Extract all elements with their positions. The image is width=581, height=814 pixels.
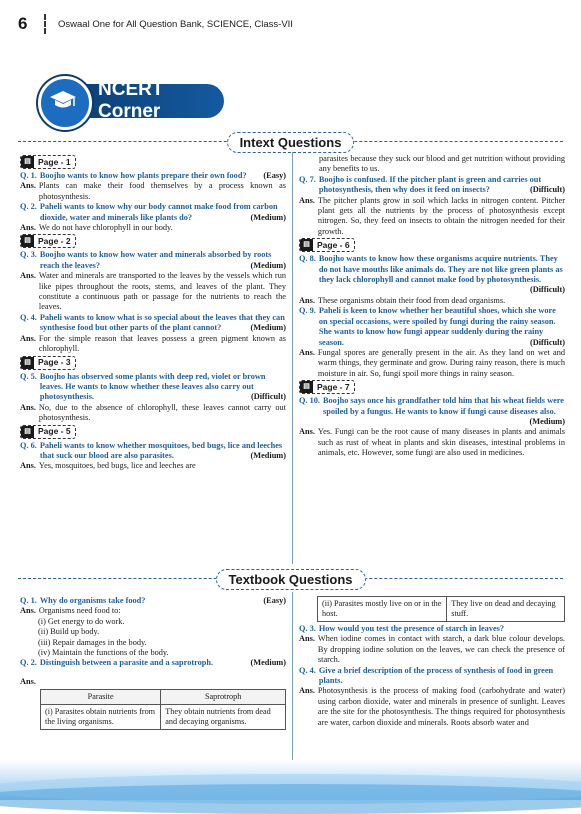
question [20, 250, 286, 271]
difficulty-mark: (Difficult) [529, 337, 565, 347]
page-label: Page - 5 [38, 426, 71, 437]
question-text: Boojho says once his grandfather told him that his wheat fields were spoiled by a fungus. He wants to know if fungi cause diseases also. [322, 396, 564, 416]
question-text: Paheli wants to know why our body cannot make food from carbon dioxide, water and minerals like plants do? [39, 202, 278, 222]
answer-label: Ans. [20, 333, 36, 343]
question [299, 666, 565, 687]
answer [20, 606, 286, 616]
question-number: Q. 6. [20, 440, 37, 450]
question [20, 658, 286, 668]
table-header: Parasite [41, 690, 161, 705]
textbook-heading: Textbook Questions [216, 569, 366, 590]
answer-label: Ans. [299, 634, 315, 644]
answer [20, 334, 286, 355]
answer-label: Ans. [20, 271, 36, 281]
difficulty-mark: (Easy) [263, 171, 286, 180]
answer [20, 271, 286, 313]
page-label: Page - 6 [317, 240, 350, 251]
table-header-row [41, 690, 286, 705]
question [299, 175, 565, 196]
answer [299, 686, 565, 728]
question-text: Boojho wants to know how plants prepare their own food? [39, 171, 247, 180]
page-label: Page - 7 [317, 381, 350, 392]
answer-text: Photosynthesis is the process of making food (carbohydrate and water) using carbon dioxide, water and minerals in presence of sunlight. Leaves are the site for the photosynthesis. The things required for photosynthesis are water, carbon dioxide and minerals. Roots absorb water and [317, 686, 565, 727]
header-divider [44, 14, 48, 34]
answer-text: Yes, mosquitoes, bed bugs, lice and leeches are [38, 461, 196, 471]
difficulty-mark: (Difficult) [529, 285, 565, 295]
question [299, 254, 565, 296]
question-number: Q. 1. [20, 171, 37, 180]
answer-text: The pitcher plants grow in soil which lacks in nitrogen content. Pitcher plant gets all the nutrients by the process of photosynthesis except nitrogen. So, they feed on insects to obtain the nitrogen needed for their growth. [317, 195, 565, 236]
question-number: Q. 9. [299, 306, 316, 316]
answer [20, 181, 286, 202]
textbook-right-column [299, 596, 565, 728]
intext-heading: Intext Questions [227, 132, 355, 153]
question [299, 306, 565, 348]
question-number: Q. 4. [20, 312, 37, 322]
column-divider-2 [292, 592, 293, 764]
answer-text: These organisms obtain their food from dead organisms. [317, 295, 506, 305]
question-text: Give a brief description of the process of synthesis of food in green plants. [318, 665, 554, 686]
question [20, 372, 286, 403]
page-reference-chip [299, 238, 355, 252]
table-row [41, 705, 286, 730]
page-number: 6 [18, 14, 28, 33]
answer-text: When iodine comes in contact with starch, a dark blue colour develops. By dropping iodine solution on the leaves, we can check the presence of starch. [317, 634, 565, 665]
table-cell: (i) Parasites obtain nutrients from the living organisms. [41, 705, 161, 730]
answer-label: Ans. [20, 606, 36, 616]
book-icon: ▤ [21, 426, 34, 438]
question [20, 441, 286, 462]
page-reference-chip [20, 425, 76, 439]
answer [299, 196, 565, 238]
page-label: Page - 2 [38, 236, 71, 247]
page-label: Page - 3 [38, 357, 71, 368]
answer-label: Ans. [20, 676, 36, 686]
question [20, 313, 286, 334]
book-icon: ▤ [21, 156, 34, 168]
difficulty-mark: (Medium) [529, 416, 565, 426]
difficulty-mark: (Medium) [250, 260, 286, 270]
answer-text: For the simple reason that leaves possess a green pigment known as chlorophyll. [38, 333, 286, 354]
question-number: Q. 2. [20, 658, 37, 668]
answer-text: We do not have chlorophyll in our body. [38, 223, 173, 233]
table-cell: (ii) Parasites mostly live on or in the host. [318, 597, 447, 622]
question [299, 396, 565, 427]
wave-shape [0, 784, 581, 814]
difficulty-mark: (Easy) [263, 596, 286, 605]
answer [299, 427, 565, 458]
difficulty-mark: (Difficult) [250, 392, 286, 402]
book-icon: ▤ [300, 239, 313, 251]
answer-label: Ans. [299, 195, 315, 205]
answer-text: No, due to the absence of chlorophyll, these leaves cannot carry out photosynthesis. [38, 402, 286, 423]
book-icon: ▤ [300, 381, 313, 393]
question-number: Q. 8. [299, 254, 316, 264]
graduation-cap-icon [38, 76, 92, 130]
question [20, 171, 286, 181]
table-header: Saprotroph [161, 690, 286, 705]
difficulty-mark: (Medium) [250, 323, 286, 333]
book-icon: ▤ [21, 235, 34, 247]
answer-label: Ans. [299, 427, 315, 437]
question-text: How would you test the presence of starch in leaves? [318, 624, 505, 633]
answer-label: Ans. [20, 181, 36, 191]
question-number: Q. 10. [299, 396, 320, 406]
page-reference-chip [299, 380, 355, 394]
list-item: (iii) Repair damages in the body. [38, 637, 147, 647]
answer-continued [299, 154, 565, 175]
answer [299, 348, 565, 379]
answer-text: Organisms need food to: [38, 606, 121, 616]
difficulty-mark: (Medium) [250, 450, 286, 460]
question-text: Boojho wants to know how water and minerals absorbed by roots reach the leaves? [39, 250, 272, 270]
page-reference-chip [20, 234, 76, 248]
page-header [18, 12, 293, 36]
difficulty-mark: (Medium) [250, 212, 286, 222]
textbook-left-column [20, 596, 286, 732]
question-number: Q. 2. [20, 202, 37, 212]
question [20, 202, 286, 223]
question-number: Q. 3. [20, 250, 37, 260]
table-row [318, 597, 565, 622]
answer [299, 634, 565, 665]
list-item: (iv) Maintain the functions of the body. [38, 648, 169, 658]
decorative-wave-footer [0, 760, 581, 800]
question-text: Distinguish between a parasite and a saprotroph. [39, 658, 214, 668]
answer [20, 677, 286, 687]
question-number: Q. 5. [20, 371, 37, 381]
table-cell: They obtain nutrients from dead and decaying organisms. [161, 705, 286, 730]
question-text: Boojho wants to know how these organisms acquire nutrients. They do not have mouths like animals do. They are not like green plants as they lack chlorophyll and cannot make food by photosynthesis. [318, 254, 563, 285]
answer-label: Ans. [299, 686, 315, 696]
answer-text: Plants can make their food themselves by a process known as photosynthesis. [38, 181, 286, 201]
difficulty-mark: (Difficult) [529, 185, 565, 195]
answer [20, 461, 286, 471]
answer-text: Fungal spores are generally present in the air. As they land on wet and warm things, they germinate and grow. During rainy reason, there is much moisture in air. So, fungi spoil more things in rainy season. [317, 347, 565, 378]
page-reference-chip [20, 356, 76, 370]
list-item: (i) Get energy to do work. [38, 616, 125, 626]
answer [20, 403, 286, 424]
comparison-table-continued [317, 596, 565, 622]
question-text: Paheli is keen to know whether her beautiful shoes, which she wore on special occasions, were spoiled by fungi during the rainy season. She wants to know how fungi appear suddenly during the rainy season. [318, 306, 556, 347]
column-divider [292, 152, 293, 564]
answer-label: Ans. [20, 223, 36, 233]
ncert-corner-banner [52, 79, 224, 122]
question-number: Q. 7. [299, 174, 316, 184]
difficulty-mark: (Medium) [250, 658, 286, 668]
answer-text: Water and minerals are transported to the leaves by the vessels which run like pipes throughout the roots, stems, and leaves of the plant. They constitute a continuous path or passage for the nutrients to reach the leaves. [38, 271, 286, 312]
question [20, 596, 286, 606]
page-reference-chip [20, 155, 76, 169]
answer [20, 223, 286, 233]
book-icon: ▤ [21, 357, 34, 369]
question-number: Q. 4. [299, 665, 316, 675]
list-item: (ii) Build up body. [38, 627, 100, 637]
comparison-table [40, 689, 286, 730]
question [299, 624, 565, 634]
question-text: Paheli wants to know whether mosquitoes, bed bugs, lice and leeches that suck our blood are also parasites. [39, 440, 283, 460]
answer-label: Ans. [20, 402, 36, 412]
point-list [20, 617, 286, 659]
question-text: Boojho has observed some plants with deep red, violet or brown leaves. He wants to know whether these leaves also carry out photosynthesis. [39, 371, 266, 402]
question-number: Q. 1. [20, 596, 37, 605]
banner-title: NCERT Corner [98, 79, 164, 122]
table-cell: They live on dead and decaying stuff. [447, 597, 565, 622]
question-text: Why do organisms take food? [39, 596, 146, 605]
answer-label: Ans. [299, 347, 315, 357]
answer-label: Ans. [299, 295, 315, 305]
question-number: Q. 3. [299, 624, 316, 633]
intext-left-column [20, 154, 286, 472]
question-text: Paheli wants to know what is so special about the leaves that they can synthesise food but other parts of the plant cannot? [39, 312, 285, 333]
question-text: Boojho is confused. If the pitcher plant is green and carries out photosynthesis, then why does it feed on insects? [318, 174, 542, 195]
book-title: Oswaal One for All Question Bank, SCIENCE, Class-VII [58, 18, 293, 30]
answer-text: parasites because they suck our blood and get nutrition without providing any benefits to us. [319, 154, 565, 174]
answer-text: Yes. Fungi can be the root cause of many diseases in plants and animals such as rust of wheat in plants and skin diseases, intestinal problems in animals, etc. However, some fungi are also used in medicines. [317, 427, 565, 458]
answer [299, 296, 565, 306]
page-label: Page - 1 [38, 156, 71, 167]
answer-label: Ans. [20, 461, 36, 471]
intext-right-column [299, 154, 565, 459]
